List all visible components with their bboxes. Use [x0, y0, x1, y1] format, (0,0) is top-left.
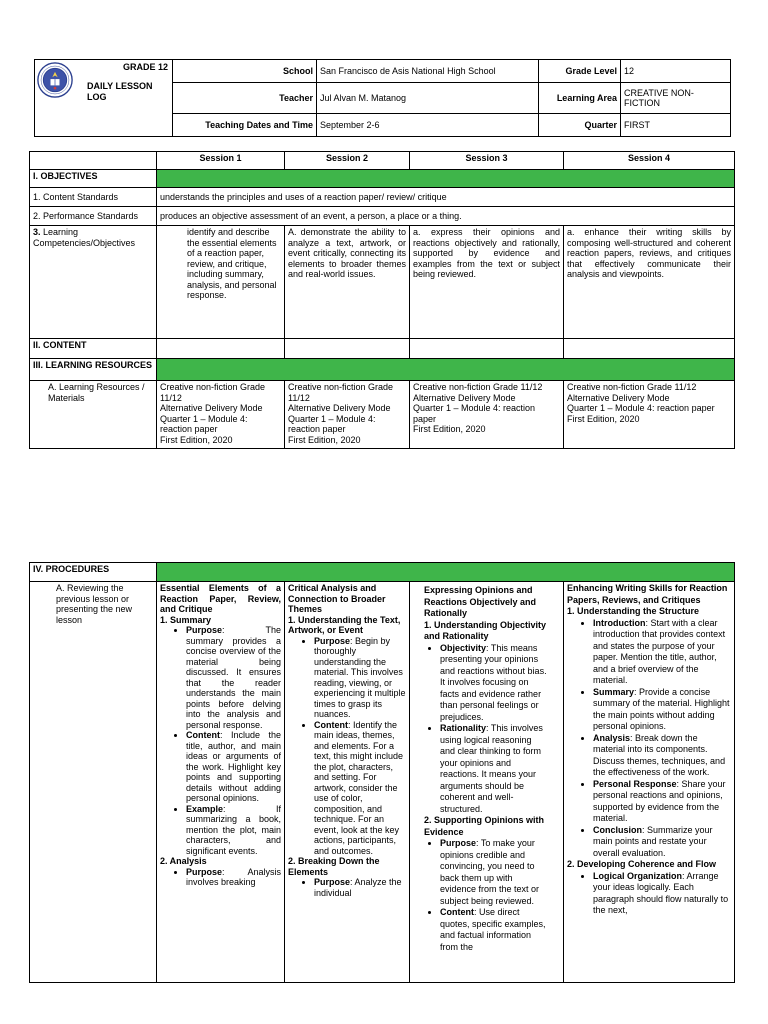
learning-resources-heading: III. LEARNING RESOURCES — [30, 359, 157, 381]
s1-title: Essential Elements of a Reaction Paper, Review, and Critique — [160, 583, 281, 614]
materials-session-3: Creative non-fiction Grade 11/12 Alternative Delivery Mode Quarter 1 – Module 4: reaction paper First Edition, 2020 — [410, 381, 564, 449]
s3-bullet: • Rationality: This involves using logical reasoning and clear thinking to form your opinions and reactions. It means your arguments should be coherent and well-structured. — [440, 723, 549, 815]
school-label: School — [173, 60, 317, 83]
quarter-value: FIRST — [621, 114, 731, 137]
grade-level-label: Grade Level — [539, 60, 621, 83]
s2-title: Critical Analysis and Connection to Broader Themes — [288, 583, 386, 614]
s2-heading-2: 2. Breaking Down the Elements — [288, 856, 380, 877]
objectives-table — [29, 151, 735, 449]
grade-level-value: 12 — [621, 60, 731, 83]
s1-heading-2: 2. Analysis — [160, 856, 207, 866]
header-table — [34, 59, 731, 137]
s3-title: Expressing Opinions and Reactions Objectively and Rationally — [424, 585, 537, 618]
competencies-number: 3. — [33, 227, 41, 237]
session-3-header: Session 3 — [410, 152, 564, 170]
s3-bullet: • Content: Use direct quotes, specific examples, and factual information from the — [440, 907, 549, 953]
materials-label: A. Learning Resources / Materials — [30, 381, 157, 449]
s3-heading-2: 2. Supporting Opinions with Evidence — [424, 815, 544, 837]
s2-bullet: • Content: Identify the main ideas, themes, and elements. For a text, this might include the plot, characters, and setting. For artwork, consider the use of color, composition, and technique. For an event, look at the key actions, participants, and outcomes. — [314, 720, 406, 857]
resources-green-bar — [157, 359, 735, 381]
competency-session-3: a. express their opinions and reactions objectively and rationally, supported by evidence and examples from the text or subject being reviewed. — [410, 226, 564, 339]
school-value: San Francisco de Asis National High School — [317, 60, 539, 83]
s4-bullet: • Personal Response: Share your personal reactions and opinions, supported by evidence from the material. — [593, 779, 731, 825]
objectives-green-bar — [157, 170, 735, 188]
procedure-session-4 — [564, 582, 735, 983]
learning-area-value: CREATIVE NON-FICTION — [621, 83, 731, 114]
s4-bullet: • Summary: Provide a concise summary of the material. Highlight the main points without adding personal opinions. — [593, 687, 731, 733]
procedure-session-3 — [410, 582, 564, 983]
grade-label: GRADE 12 — [122, 62, 168, 72]
s1-heading-1: 1. Summary — [160, 614, 212, 625]
competencies-label — [30, 226, 157, 339]
s4-bullet: • Logical Organization: Arrange your ideas logically. Each paragraph should flow naturally to the next, — [593, 871, 731, 917]
content-standards-label: 1. Content Standards — [30, 188, 157, 207]
s1-bullet: • Purpose: Analysis involves breaking — [186, 867, 281, 888]
objectives-heading: I. OBJECTIVES — [30, 170, 157, 188]
learning-area-label: Learning Area — [539, 83, 621, 114]
s3-bullet: • Purpose: To make your opinions credible and convincing, you need to back them up with evidence from the text or subject being reviewed. — [440, 838, 549, 907]
s3-bullet: • Objectivity: This means presenting your opinions and reactions without bias. It involves focusing on facts and evidence rather than personal feelings or prejudices. — [440, 643, 549, 724]
competencies-label-text: Learning Competencies/Objectives — [33, 227, 136, 248]
s4-bullet: • Analysis: Break down the material into its components. Discuss themes, techniques, and the effectiveness of the work. — [593, 733, 731, 779]
s1-bullet: • Purpose: The summary provides a concise overview of the material being discussed. It ensures that the reader understands the main points before delving into the analysis and personal response. — [186, 625, 281, 730]
s3-heading-1: 1. Understanding Objectivity and Rationality — [424, 619, 547, 641]
session-2-header: Session 2 — [285, 152, 410, 170]
materials-session-4: Creative non-fiction Grade 11/12 Alternative Delivery Mode Quarter 1 – Module 4: reaction paper First Edition, 2020 — [564, 381, 735, 449]
procedure-session-1 — [157, 582, 285, 983]
s4-bullet: • Conclusion: Summarize your main points and restate your overall evaluation. — [593, 825, 731, 860]
procedure-session-2 — [285, 582, 410, 983]
materials-session-1: Creative non-fiction Grade 11/12 Alternative Delivery Mode Quarter 1 – Module 4: reaction paper First Edition, 2020 — [157, 381, 285, 449]
quarter-label: Quarter — [539, 114, 621, 137]
s2-bullet: • Purpose: Begin by thoroughly understanding the material. This involves reading, viewing, or experiencing it multiple times to grasp its nuances. — [314, 636, 406, 720]
s1-bullet: • Content: Include the title, author, and main ideas or arguments of the work. Highlight key points and supporting details without adding personal opinions. — [186, 730, 281, 804]
competency-session-1: identify and describe the essential elements of a reaction paper, review, and critique, including summary, analysis, and personal response. — [157, 226, 285, 339]
session-1-header: Session 1 — [157, 152, 285, 170]
competency-session-2: A. demonstrate the ability to analyze a text, artwork, or event critically, connecting its elements to broader themes and real-world issues. — [285, 226, 410, 339]
dates-label: Teaching Dates and Time — [173, 114, 317, 137]
review-lesson-label: A. Reviewing the previous lesson or presenting the new lesson — [30, 582, 157, 983]
s4-heading-1: 1. Understanding the Structure — [567, 606, 700, 616]
content-standards-value: understands the principles and uses of a reaction paper/ review/ critique — [157, 188, 735, 207]
procedures-green-bar — [157, 563, 735, 582]
s4-bullet: • Introduction: Start with a clear introduction that provides context and states the purpose of your paper. Mention the title, author, and a brief overview of the material. — [593, 618, 731, 687]
s4-title: Enhancing Writing Skills for Reaction Papers, Reviews, and Critiques — [567, 583, 728, 605]
procedures-heading: IV. PROCEDURES — [30, 563, 157, 582]
session-4-header: Session 4 — [564, 152, 735, 170]
performance-standards-value: produces an objective assessment of an event, a person, a place or a thing. — [157, 207, 735, 226]
teacher-label: Teacher — [173, 83, 317, 114]
s2-bullet: • Purpose: Analyze the individual — [314, 877, 406, 898]
teacher-value: Jul Alvan M. Matanog — [317, 83, 539, 114]
performance-standards-label: 2. Performance Standards — [30, 207, 157, 226]
s1-bullet: • Example: If summarizing a book, mention the plot, main characters, and significant events. — [186, 804, 281, 857]
s4-heading-2: 2. Developing Coherence and Flow — [567, 859, 717, 869]
header-title-cell — [35, 60, 173, 137]
deped-seal-icon — [37, 62, 73, 98]
competency-session-4: a. enhance their writing skills by composing well-structured and coherent reaction papers, reviews, and critiques that effectively communicate their analysis and viewpoints. — [564, 226, 735, 339]
dates-value: September 2-6 — [317, 114, 539, 137]
content-heading: II. CONTENT — [30, 339, 157, 359]
procedures-table — [29, 562, 735, 983]
materials-session-2: Creative non-fiction Grade 11/12 Alternative Delivery Mode Quarter 1 – Module 4: reaction paper First Edition, 2020 — [285, 381, 410, 449]
s2-heading-1: 1. Understanding the Text, Artwork, or Event — [288, 614, 401, 635]
daily-lesson-log-title: DAILY LESSON LOG — [87, 81, 153, 102]
